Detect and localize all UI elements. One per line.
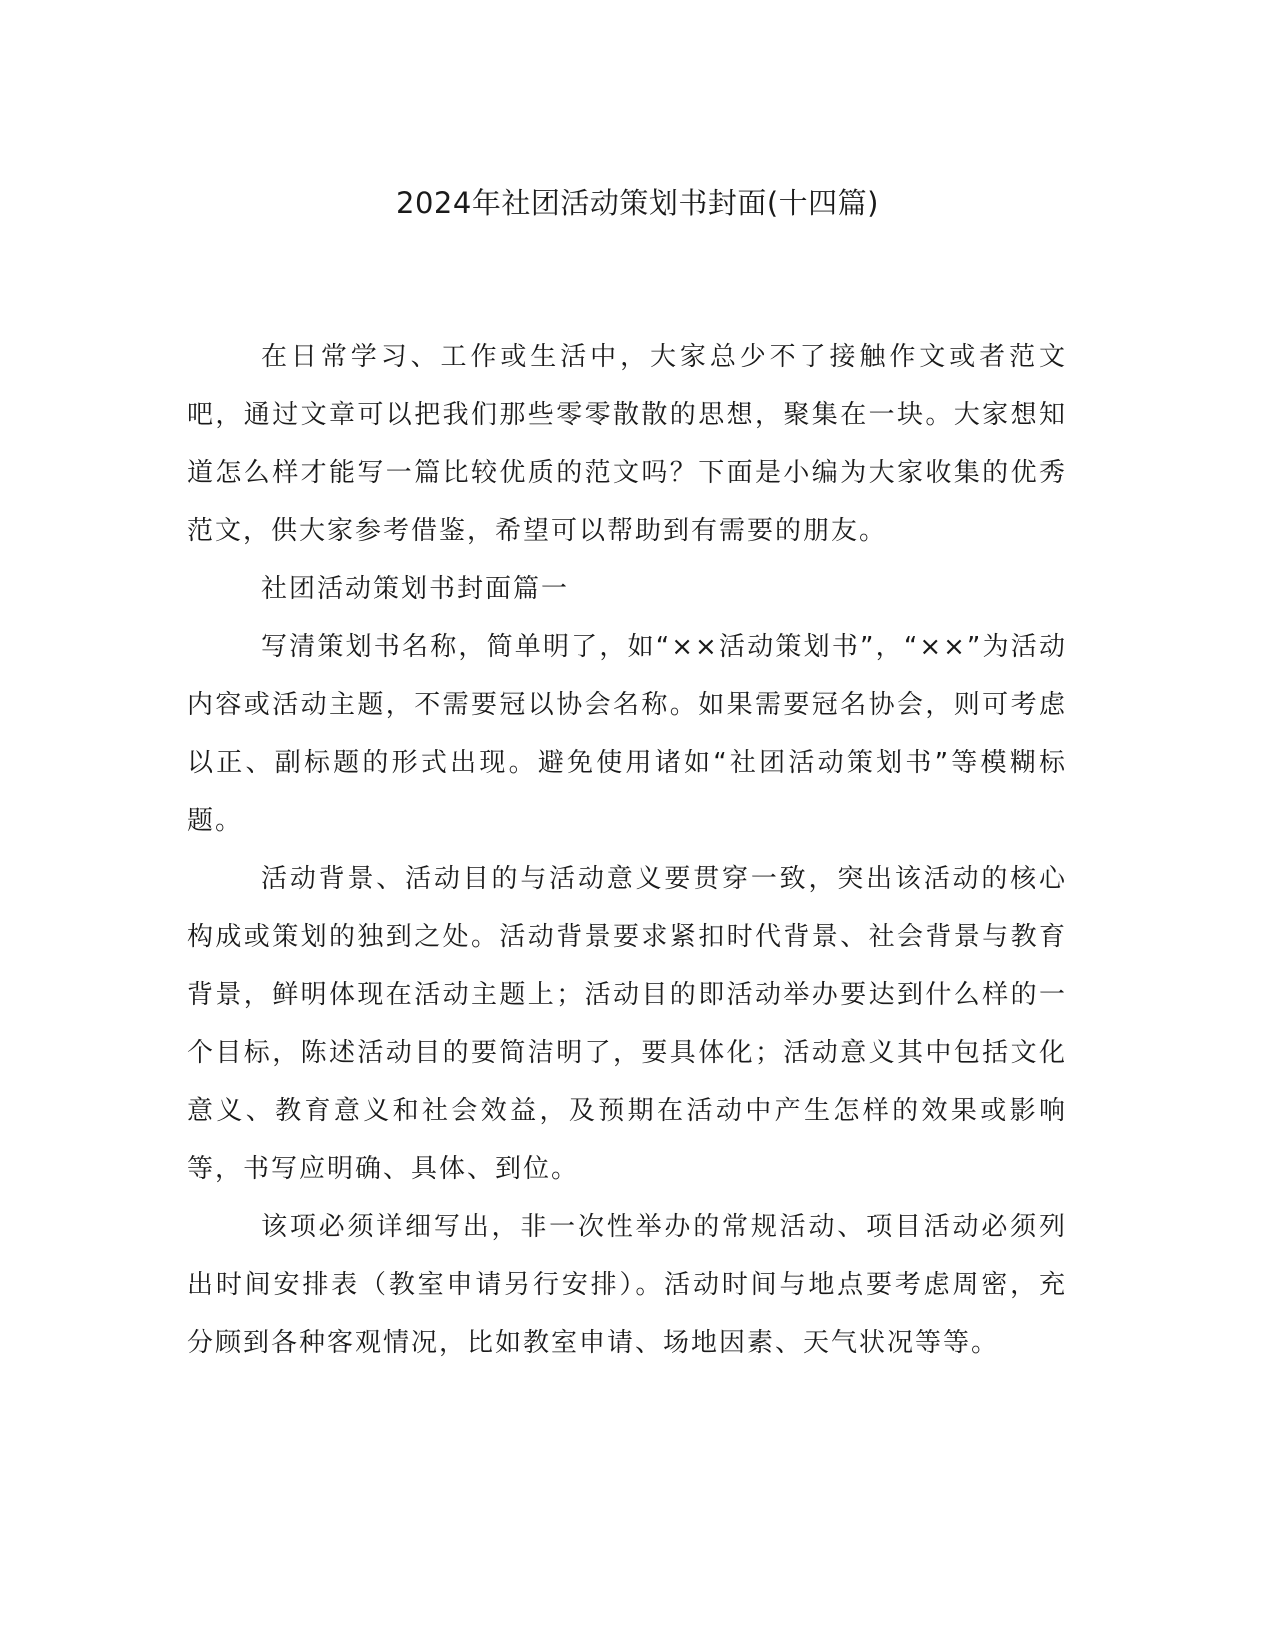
body-paragraph: 该项必须详细写出，非一次性举办的常规活动、项目活动必须列出时间安排表（教室申请另行安排）。活动时间与地点要考虑周密，充分顾到各种客观情况，比如教室申请、场地因素、天气状况等等。 — [187, 1212, 1067, 1358]
body-paragraph: 活动背景、活动目的与活动意义要贯穿一致，突出该活动的核心构成或策划的独到之处。活动背景要求紧扣时代背景、社会背景与教育背景，鲜明体现在活动主题上；活动目的即活动举办要达到什么样的一个目标，陈述活动目的要简洁明了，要具体化；活动意义其中包括文化意义、教育意义和社会效益，及预期在活动中产生怎样的效果或影响等，书写应明确、具体、到位。 — [187, 864, 1067, 1184]
intro-paragraph: 在日常学习、工作或生活中，大家总少不了接触作文或者范文吧，通过文章可以把我们那些零零散散的思想，聚集在一块。大家想知道怎么样才能写一篇比较优质的范文吗？下面是小编为大家收集的优秀范文，供大家参考借鉴，希望可以帮助到有需要的朋友。 — [187, 342, 1067, 546]
body-paragraph: 写清策划书名称，简单明了，如“××活动策划书”，“××”为活动内容或活动主题，不需要冠以协会名称。如果需要冠名协会，则可考虑以正、副标题的形式出现。避免使用诸如“社团活动策划书”等模糊标题。 — [187, 632, 1067, 836]
section-heading: 社团活动策划书封面篇一 — [261, 574, 570, 604]
document-body — [187, 328, 1067, 1372]
document-title: 2024年社团活动策划书封面(十四篇) — [396, 186, 879, 220]
